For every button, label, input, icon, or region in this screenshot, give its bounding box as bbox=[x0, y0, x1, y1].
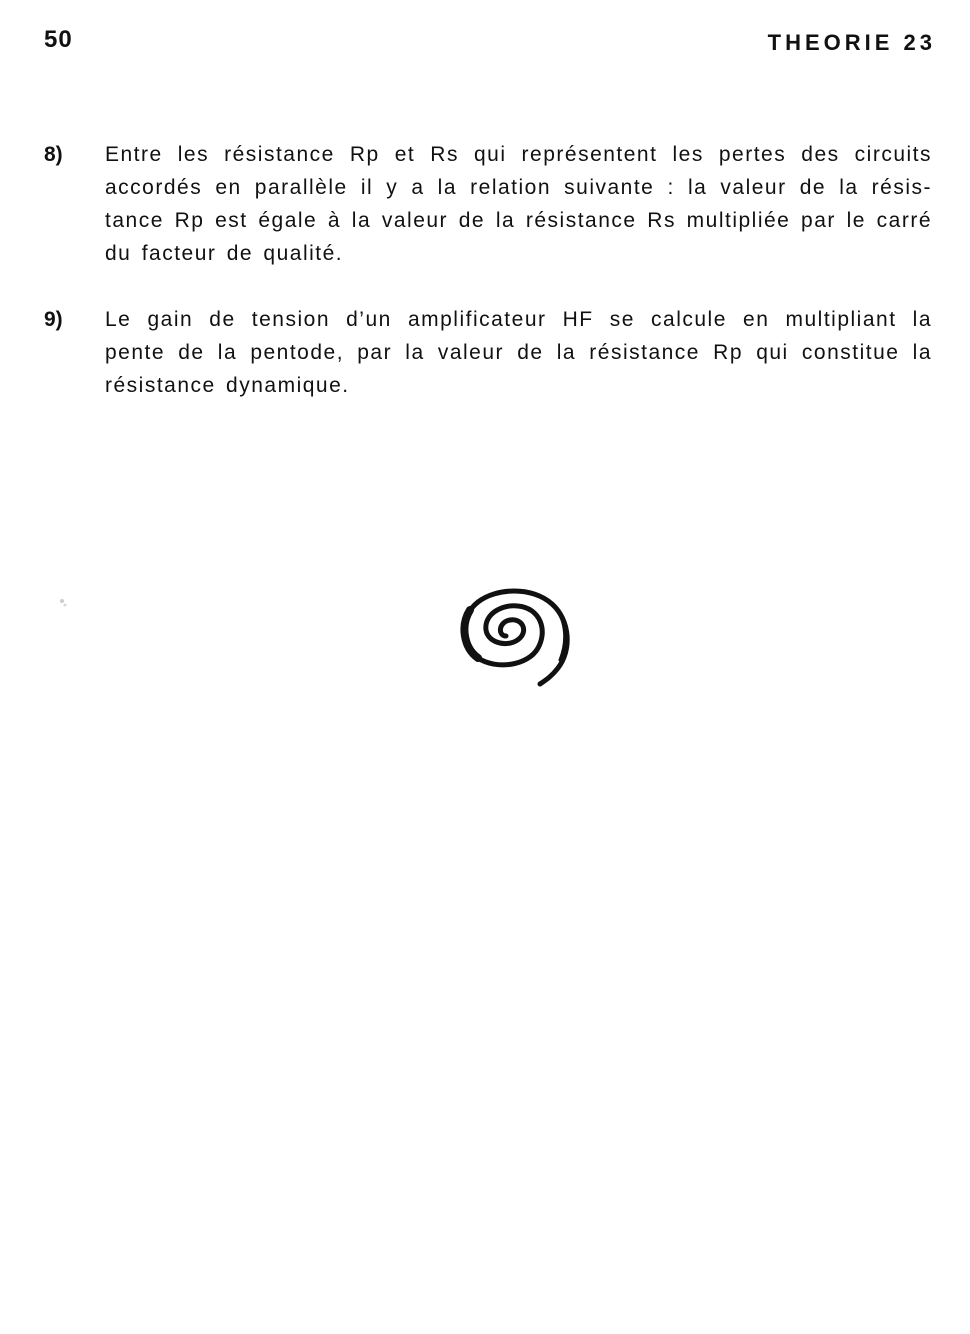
item-number: 9) bbox=[44, 308, 63, 331]
item-text: Le gain de tension d’un amplificateur HF se calcule en multipliant la pente de la pentode, par la valeur de la résistance Rp qui constitue la résistance dynamique. bbox=[105, 308, 932, 397]
scan-speck-icon bbox=[58, 597, 68, 609]
list-item bbox=[44, 303, 932, 402]
item-number: 8) bbox=[44, 143, 63, 166]
spiral-ornament-icon bbox=[448, 574, 578, 694]
running-head: THEORIE 23 bbox=[767, 30, 936, 55]
page-number: 50 bbox=[44, 26, 73, 53]
list-item bbox=[44, 138, 932, 270]
item-text: Entre les résistance Rp et Rs qui représentent les pertes des circuits accordés en parallèle il y a la relation suivante : la valeur de la résis-tance Rp est égale à la valeur de la résistance Rs multipliée par le carré du facteur de qualité. bbox=[105, 143, 932, 265]
